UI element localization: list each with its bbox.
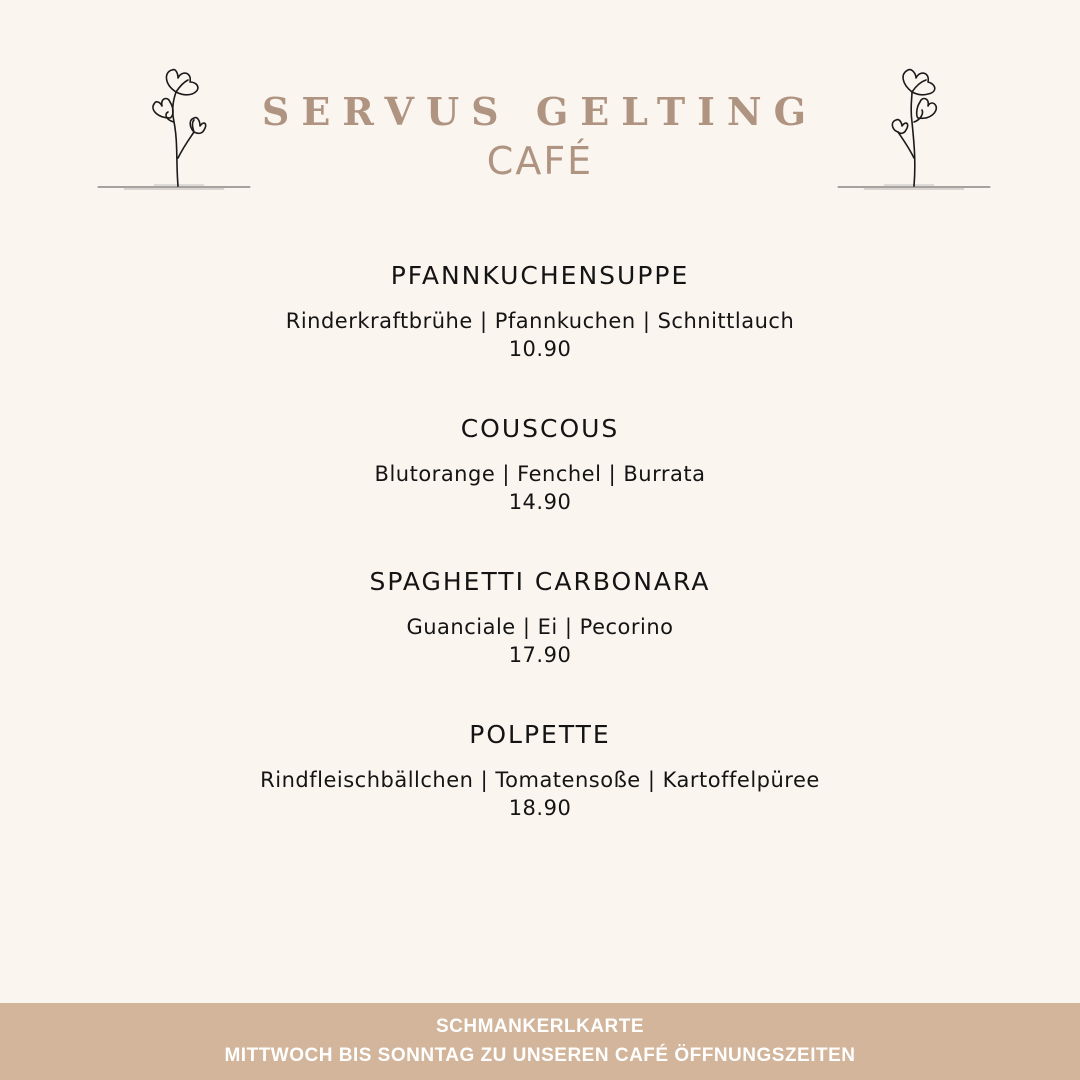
brand-subtitle: CAFÉ <box>486 139 594 183</box>
footer-band <box>0 1003 1080 1080</box>
brand-title: SERVUS GELTING <box>261 89 819 134</box>
dish-price: 10.90 <box>508 337 572 361</box>
footer-title: SCHMANKERLKARTE <box>435 1016 645 1037</box>
dish-name: COUSCOUS <box>460 414 620 443</box>
dish-description: Blutorange | Fenchel | Burrata <box>374 462 706 486</box>
header <box>0 0 1080 220</box>
menu-item <box>0 561 1080 669</box>
dish-price: 14.90 <box>508 490 572 514</box>
menu-item <box>0 714 1080 822</box>
dish-name: PFANNKUCHENSUPPE <box>390 261 690 290</box>
dish-price: 18.90 <box>508 796 572 820</box>
dish-description: Guanciale | Ei | Pecorino <box>406 615 674 639</box>
flower-line-art-icon <box>834 62 994 194</box>
dish-description: Rinderkraftbrühe | Pfannkuchen | Schnittlauch <box>285 309 795 333</box>
dish-name: SPAGHETTI CARBONARA <box>369 567 711 596</box>
menu-item <box>0 255 1080 363</box>
menu-item <box>0 408 1080 516</box>
dish-name: POLPETTE <box>469 720 611 749</box>
footer-hours: MITTWOCH BIS SONNTAG ZU UNSEREN CAFÉ ÖFFNUNGSZEITEN <box>224 1045 856 1066</box>
dish-price: 17.90 <box>508 643 572 667</box>
menu-list <box>0 255 1080 867</box>
dish-description: Rindfleischbällchen | Tomatensoße | Kartoffelpüree <box>260 768 820 792</box>
